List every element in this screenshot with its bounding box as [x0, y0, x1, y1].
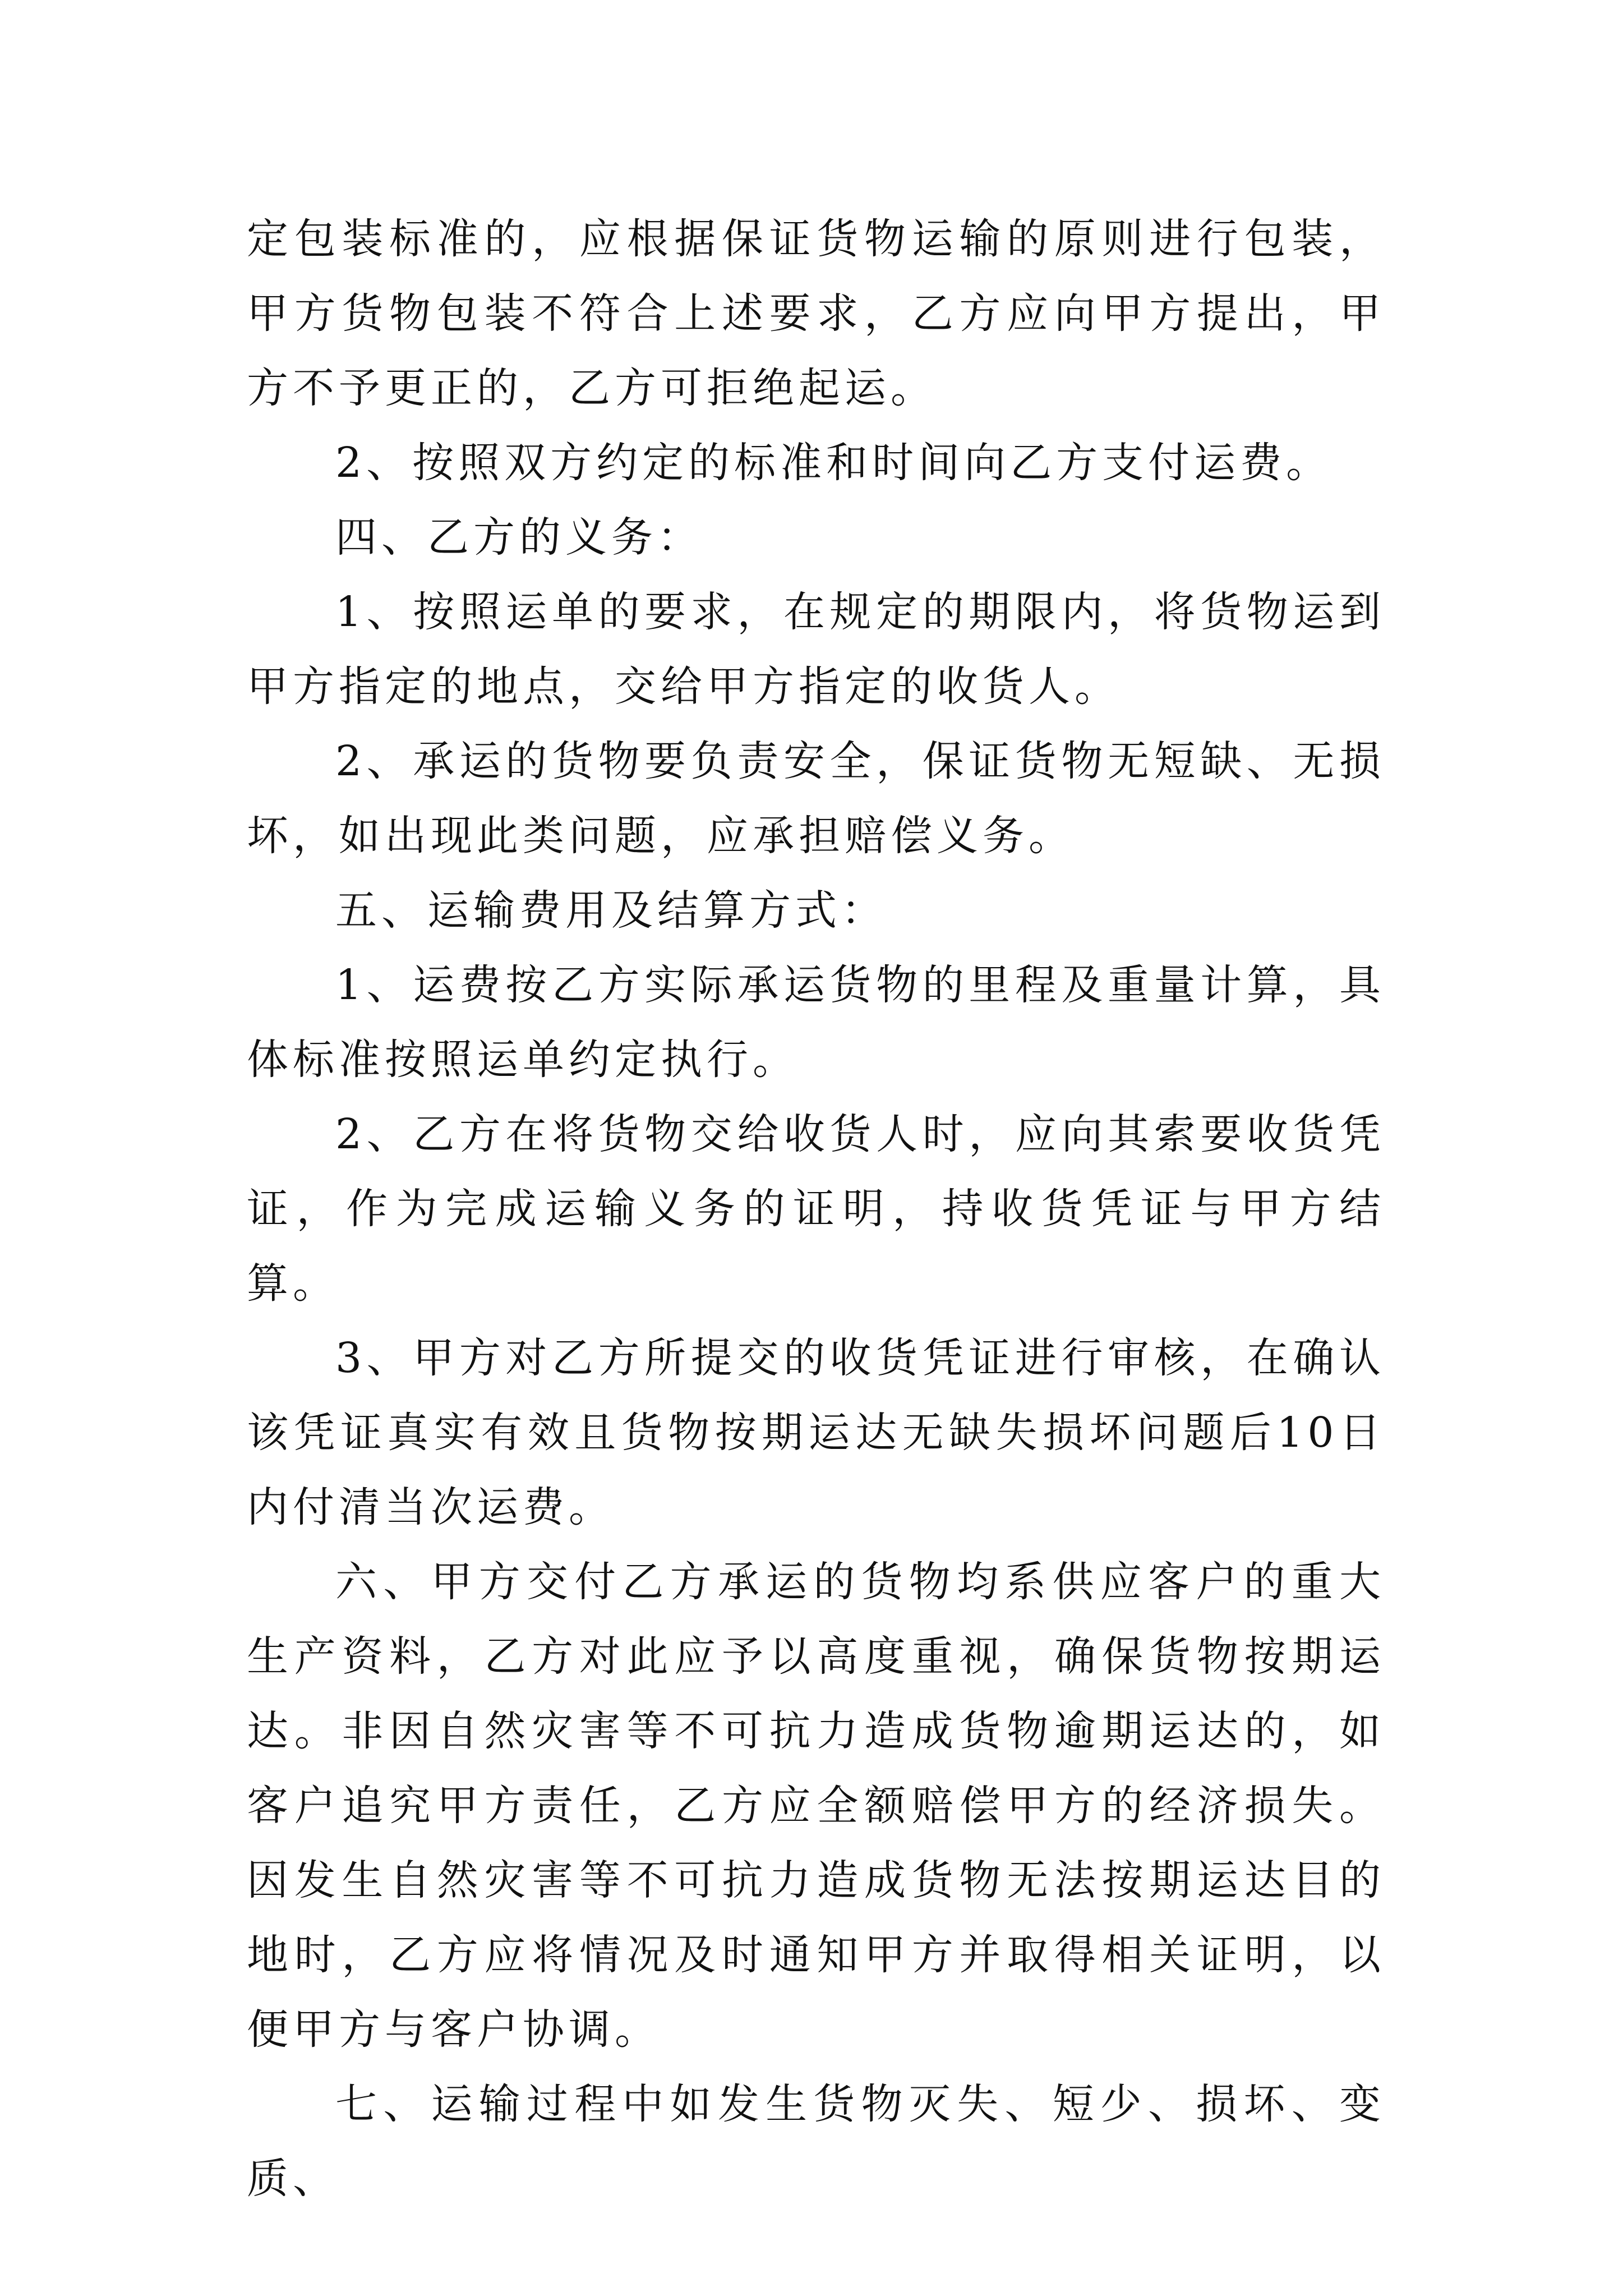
paragraph-deliver-goods: 1、按照运单的要求，在规定的期限内，将货物运到甲方指定的地点，交给甲方指定的收货人。 — [247, 588, 1385, 711]
paragraph-pay-freight: 2、按照双方约定的标准和时间向乙方支付运费。 — [335, 439, 1332, 487]
paragraph-freight-calculation: 1、运费按乙方实际承运货物的里程及重量计算，具体标准按照运单约定执行。 — [247, 961, 1385, 1084]
paragraph-voucher-review: 3、甲方对乙方所提交的收货凭证进行审核，在确认该凭证真实有效且货物按期运达无缺失损坏问题后10日内付清当次运费。 — [247, 1334, 1385, 1531]
paragraph-cargo-loss: 七、运输过程中如发生货物灭失、短少、损坏、变质、 — [247, 2080, 1385, 2203]
paragraph-cargo-safety: 2、承运的货物要负责安全，保证货物无短缺、无损坏，如出现此类问题，应承担赔偿义务。 — [247, 737, 1385, 860]
heading-freight-settlement: 五、运输费用及结算方式： — [335, 886, 887, 935]
paragraph-receipt-voucher: 2、乙方在将货物交给收货人时，应向其索要收货凭证，作为完成运输义务的证明，持收货凭证与甲方结算。 — [247, 1110, 1385, 1308]
document-body — [247, 202, 1385, 2216]
paragraph-timely-delivery: 六、甲方交付乙方承运的货物均系供应客户的重大生产资料，乙方对此应予以高度重视，确保货物按期运达。非因自然灾害等不可抗力造成货物逾期运达的，如客户追究甲方责任，乙方应全额赔偿甲方的经济损失。因发生自然灾害等不可抗力造成货物无法按期运达目的地时，乙方应将情况及时通知甲方并取得相关证明，以便甲方与客户协调。 — [247, 1558, 1385, 2054]
heading-party-b-obligations: 四、乙方的义务： — [335, 513, 703, 562]
paragraph-packaging-continued: 定包装标准的，应根据保证货物运输的原则进行包装，甲方货物包装不符合上述要求，乙方应向甲方提出，甲方不予更正的，乙方可拒绝起运。 — [247, 215, 1385, 412]
